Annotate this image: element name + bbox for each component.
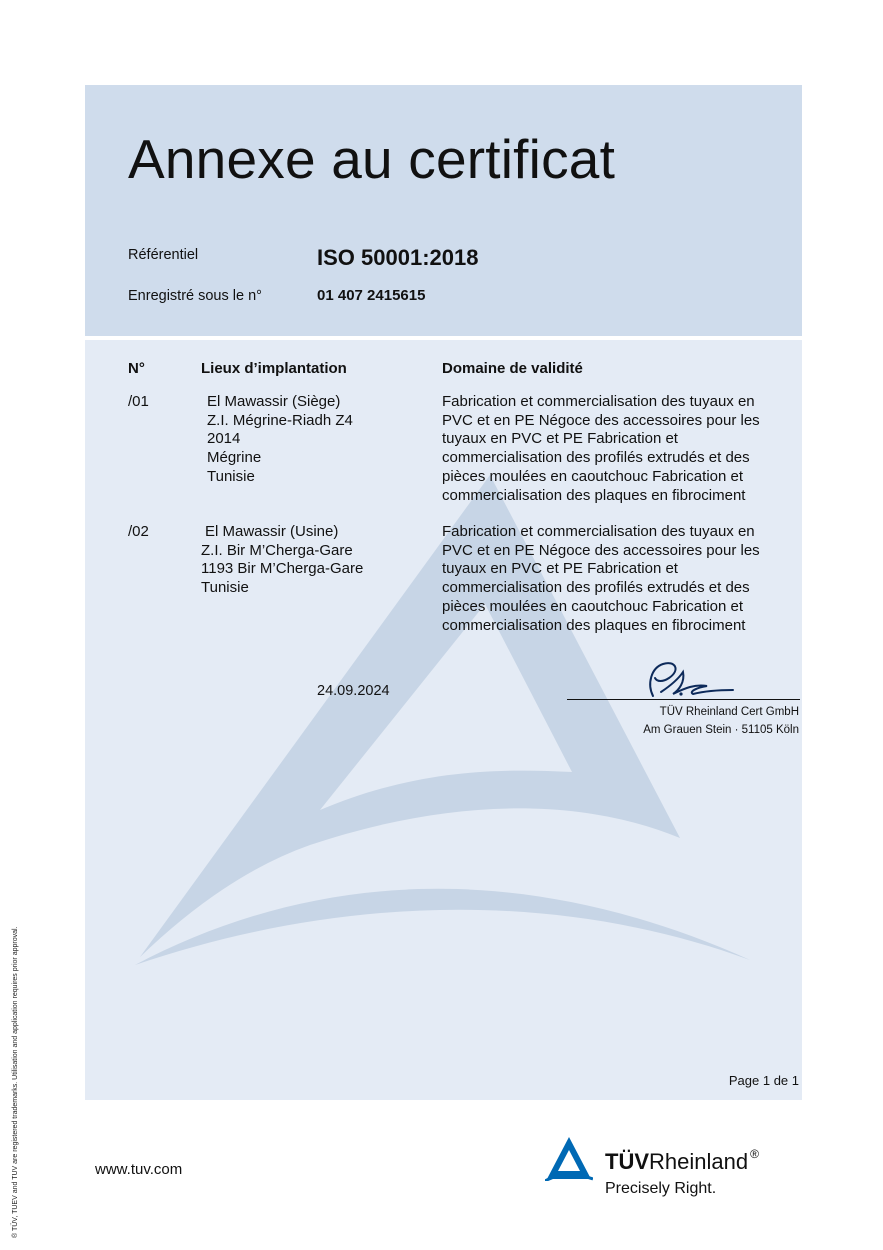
brand-tagline: Precisely Right. [605, 1180, 717, 1197]
scope-line: pièces moulées en caoutchouc Fabrication et [442, 467, 744, 485]
row-location [201, 523, 363, 598]
location-line: 2014 [207, 430, 241, 448]
registration-number: 01 407 2415615 [317, 287, 426, 304]
location-line: El Mawassir (Siège) [207, 393, 341, 410]
signature-icon [633, 658, 743, 702]
signature-line [567, 699, 800, 700]
location-line: Mégrine [207, 449, 262, 467]
row-scope [442, 523, 760, 635]
trademark-notice: ® TÜV, TUEV and TUV are registered trademarks. Utilisation and application requires prior approval. [12, 926, 19, 1238]
scope-line: Fabrication et commercialisation des tuyaux en [442, 523, 755, 540]
scope-line: PVC et en PE Négoce des accessoires pour les [442, 541, 760, 559]
standard-label: Référentiel [128, 247, 199, 263]
certificate-body [85, 340, 802, 1100]
location-line: Z.I. Mégrine-Riadh Z4 [207, 411, 353, 429]
scope-line: commercialisation des plaques en fibrociment [442, 616, 746, 634]
issuer-address: Am Grauen Stein · 51105 Köln [643, 724, 799, 736]
col-header-scope: Domaine de validité [442, 360, 583, 377]
brand-name [605, 1149, 759, 1175]
issue-date: 24.09.2024 [317, 683, 390, 699]
row-number: /02 [128, 523, 149, 540]
row-scope [442, 393, 760, 505]
tuv-rheinland-logo [545, 1135, 795, 1205]
scope-line: Fabrication et commercialisation des tuyaux en [442, 393, 755, 410]
scope-line: commercialisation des profilés extrudés et des [442, 449, 750, 467]
row-location [207, 393, 353, 487]
standard-value: ISO 50001:2018 [317, 245, 479, 270]
col-header-number: N° [128, 360, 145, 377]
tuv-triangle-icon [545, 1135, 593, 1181]
brand-name-bold: TÜV [605, 1149, 649, 1174]
page-title: Annexe au certificat [128, 128, 616, 190]
scope-line: PVC et en PE Négoce des accessoires pour les [442, 411, 760, 429]
registration-label: Enregistré sous le n° [128, 288, 262, 304]
scope-line: tuyaux en PVC et PE Fabrication et [442, 560, 678, 578]
registered-mark: ® [750, 1147, 759, 1161]
scope-line: pièces moulées en caoutchouc Fabrication et [442, 597, 744, 615]
page-indicator: Page 1 de 1 [728, 1073, 799, 1088]
location-line: Z.I. Bir M’Cherga-Gare [201, 541, 353, 559]
scope-line: commercialisation des plaques en fibrociment [442, 486, 746, 504]
scope-line: tuyaux en PVC et PE Fabrication et [442, 430, 678, 448]
website-link[interactable]: www.tuv.com [95, 1161, 183, 1178]
issuer-block [643, 703, 799, 739]
scope-line: commercialisation des profilés extrudés et des [442, 579, 750, 597]
col-header-location: Lieux d’implantation [201, 360, 347, 377]
issuer-name: TÜV Rheinland Cert GmbH [659, 706, 799, 718]
location-line: Tunisie [201, 579, 249, 597]
location-line: 1193 Bir M’Cherga-Gare [201, 560, 364, 578]
location-line: Tunisie [207, 467, 255, 485]
certificate-header [85, 85, 802, 336]
location-line: El Mawassir (Usine) [205, 523, 339, 540]
brand-name-regular: Rheinland [649, 1149, 749, 1174]
row-number: /01 [128, 393, 149, 410]
